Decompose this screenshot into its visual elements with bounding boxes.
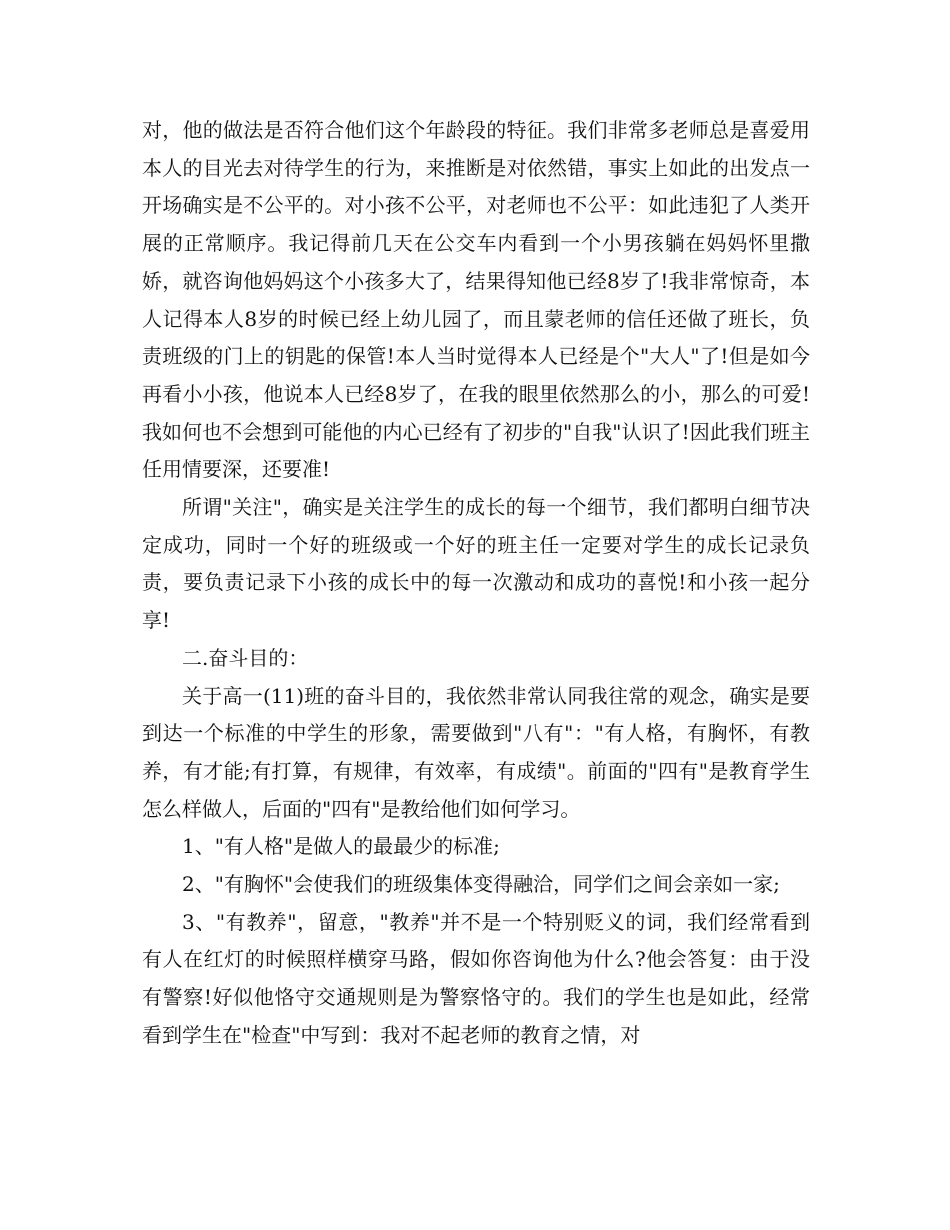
document-body	[142, 112, 810, 1055]
section-heading-goal: 二.奋斗目的：	[182, 645, 309, 670]
paragraph-guanzhu: 所谓"关注"，确实是关注学生的成长的每一个细节，我们都明白细节决定成功，同时一个好的班级或一个好的班主任一定要对学生的成长记录负责，要负责记录下小孩的成长中的每一次激动和成功的喜悦!和小孩一起分享!	[142, 495, 810, 633]
paragraph-goal: 关于高一(11)班的奋斗目的，我依然非常认同我往常的观念，确实是要到达一个标准的中学生的形象，需要做到"八有"："有人格，有胸怀，有教养，有才能;有打算，有规律，有效率，有成绩"。前面的"四有"是教育学生怎么样做人，后面的"四有"是教给他们如何学习。	[142, 683, 810, 821]
list-item-2: 2、"有胸怀"会使我们的班级集体变得融洽，同学们之间会亲如一家;	[182, 872, 780, 897]
list-item-3: 3、"有教养"，留意，"教养"并不是一个特别贬义的词，我们经常看到有人在红灯的时候照样横穿马路，假如你咨询他为什么?他会答复：由于没有警察!好似他恪守交通规则是为警察恪守的。我们的学生也是如此，经常看到学生在"检查"中写到：我对不起老师的教育之情，对	[142, 909, 810, 1047]
paragraph-continuation: 对，他的做法是否符合他们这个年龄段的特征。我们非常多老师总是喜爱用本人的目光去对待学生的行为，来推断是对依然错，事实上如此的出发点一开场确实是不公平的。对小孩不公平，对老师也不公平：如此违犯了人类开展的正常顺序。我记得前几天在公交车内看到一个小男孩躺在妈妈怀里撒娇，就咨询他妈妈这个小孩多大了，结果得知他已经8岁了!我非常惊奇，本人记得本人8岁的时候已经上幼儿园了，而且蒙老师的信任还做了班长，负责班级的门上的钥匙的保管!本人当时觉得本人已经是个"大人"了!但是如今再看小小孩，他说本人已经8岁了，在我的眼里依然那么的小，那么的可爱!我如何也不会想到可能他的内心已经有了初步的"自我"认识了!因此我们班主任用情要深，还要准!	[142, 118, 810, 482]
list-item-1: 1、"有人格"是做人的最最少的标准;	[182, 834, 500, 859]
